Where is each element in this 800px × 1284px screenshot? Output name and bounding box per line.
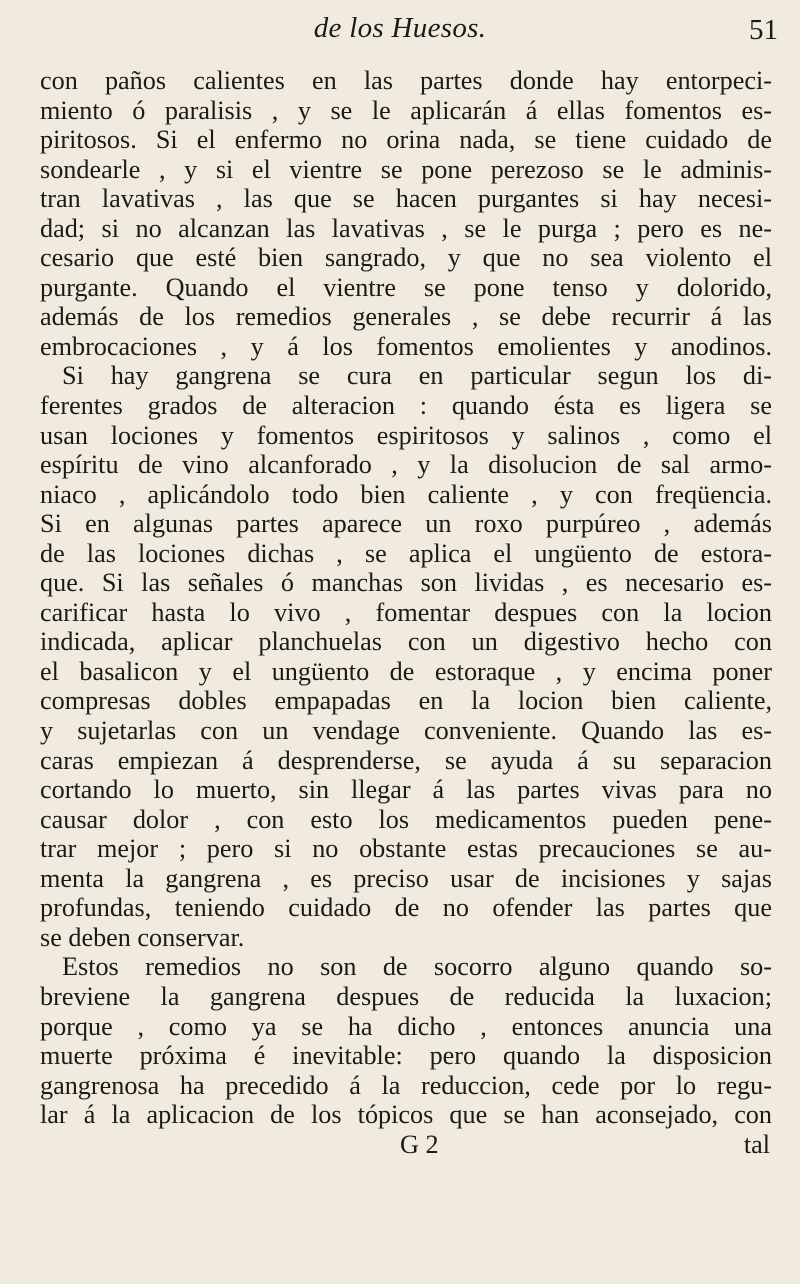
text-line: el basalicon y el ungüento de estoraque , y encima poner [40,656,772,686]
text-line: de las lociones dichas , se aplica el ungüento de estora- [40,538,772,568]
text-line: niaco , aplicándolo todo bien caliente , y con freqüencia. [40,479,772,509]
text-line: muerte próxima é inevitable: pero quando la disposicion [40,1041,772,1071]
text-line: espíritu de vino alcanforado , y la disolucion de sal armo- [40,450,772,480]
text-line: gangrenosa ha precedido á la reduccion, cede por lo regu- [40,1070,772,1100]
text-line: compresas dobles empapadas en la locion bien caliente, [40,686,772,716]
running-title: de los Huesos. [313,12,487,44]
text-line: indicada, aplicar planchuelas con un digestivo hecho con [40,627,772,657]
text-line: tran lavativas , las que se hacen purgantes si hay necesi- [40,184,772,214]
text-line: embrocaciones , y á los fomentos emolientes y anodinos. [40,331,772,361]
text-line: causar dolor , con esto los medicamentos pueden pene- [40,804,772,834]
text-line: miento ó paralisis , y se le aplicarán á ellas fomentos es- [40,95,772,125]
text-line: porque , como ya se ha dicho , entonces anuncia una [40,1011,772,1041]
page-number: 51 [749,14,778,46]
text-line: cortando lo muerto, sin llegar á las partes vivas para no [40,775,772,805]
text-line: breviene la gangrena despues de reducida la luxacion; [40,981,772,1011]
page-footer [40,1130,772,1160]
text-line: caras empiezan á desprenderse, se ayuda á su separacion [40,745,772,775]
text-line: Estos remedios no son de socorro alguno quando so- [62,952,772,982]
text-line: lar á la aplicacion de los tópicos que se han aconsejado, con [40,1100,772,1130]
text-line: además de los remedios generales , se debe recurrir á las [40,302,772,332]
text-line: que. Si las señales ó manchas son lividas , es necesario es- [40,568,772,598]
text-line: Si en algunas partes aparece un roxo purpúreo , además [40,509,772,539]
text-line: trar mejor ; pero si no obstante estas precauciones se au- [40,834,772,864]
text-line: Si hay gangrena se cura en particular segun los di- [62,361,772,391]
text-line: dad; si no alcanzan las lavativas , se le purga ; pero es ne- [40,213,772,243]
text-line: purgante. Quando el vientre se pone tenso y dolorido, [40,272,772,302]
text-line: ferentes grados de alteracion : quando ésta es ligera se [40,391,772,421]
catchword: tal [743,1129,770,1159]
text-line: menta la gangrena , es preciso usar de incisiones y sajas [40,863,772,893]
text-line: piritosos. Si el enfermo no orina nada, se tiene cuidado de [40,125,772,155]
body-text [40,66,772,1159]
signature-mark: G 2 [400,1129,439,1159]
text-line: sondearle , y si el vientre se pone perezoso se le adminis- [40,154,772,184]
text-line: carificar hasta lo vivo , fomentar despues con la locion [40,597,772,627]
text-line: y sujetarlas con un vendage conveniente. Quando las es- [40,716,772,746]
text-line: cesario que esté bien sangrado, y que no sea violento el [40,243,772,273]
text-line: profundas, teniendo cuidado de no ofender las partes que [40,893,772,923]
text-line: usan lociones y fomentos espiritosos y salinos , como el [40,420,772,450]
text-line: con paños calientes en las partes donde hay entorpeci- [40,66,772,95]
text-line: se deben conservar. [40,922,245,952]
running-head [0,6,800,46]
